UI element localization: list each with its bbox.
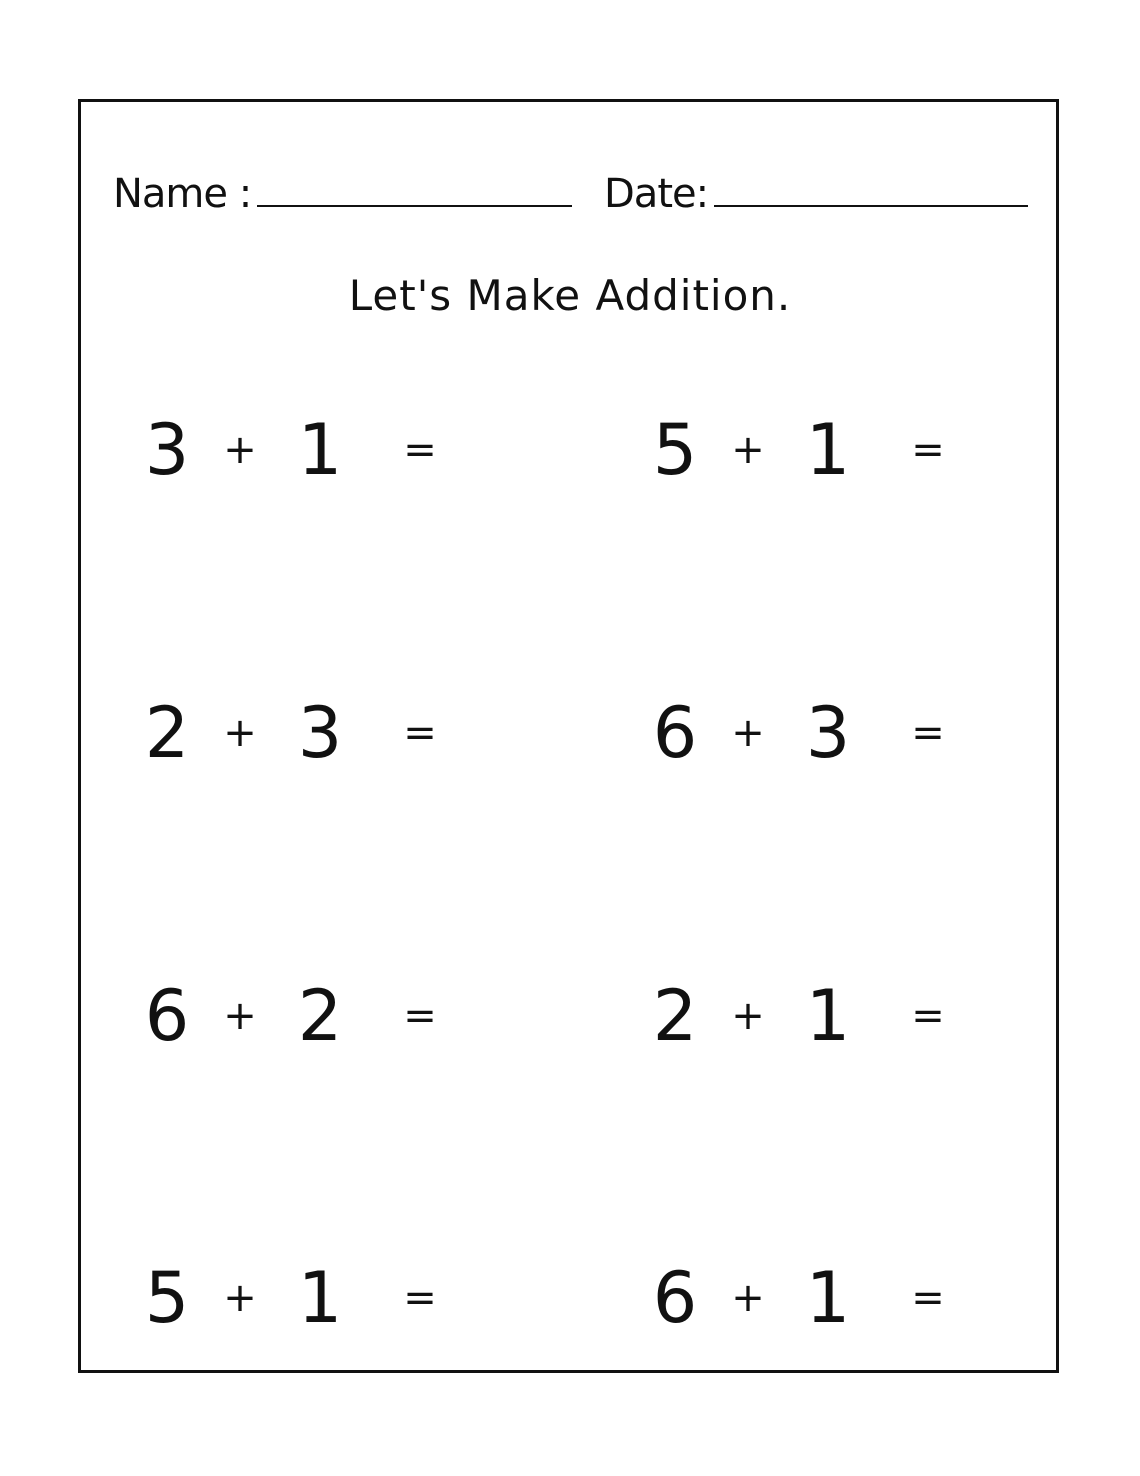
problem-1 bbox=[137, 405, 497, 495]
addend-b: 3 bbox=[805, 692, 851, 774]
equals-sign: = bbox=[403, 427, 437, 473]
equals-sign: = bbox=[403, 993, 437, 1039]
equals-sign: = bbox=[911, 993, 945, 1039]
addend-a: 6 bbox=[144, 975, 190, 1057]
addend-a: 6 bbox=[652, 1257, 698, 1339]
equals-sign: = bbox=[403, 1275, 437, 1321]
equals-sign: = bbox=[911, 1275, 945, 1321]
problem-4 bbox=[645, 688, 1005, 778]
date-label: Date: bbox=[604, 171, 709, 217]
addend-b: 1 bbox=[297, 409, 343, 491]
addend-a: 3 bbox=[144, 409, 190, 491]
worksheet-title: Let's Make Addition. bbox=[348, 271, 792, 320]
plus-sign: + bbox=[731, 993, 765, 1039]
name-blank-line[interactable] bbox=[257, 205, 572, 207]
date-field bbox=[604, 168, 1028, 218]
addend-a: 6 bbox=[652, 692, 698, 774]
plus-sign: + bbox=[731, 710, 765, 756]
plus-sign: + bbox=[223, 427, 257, 473]
date-blank-line[interactable] bbox=[714, 205, 1028, 207]
name-label: Name : bbox=[113, 171, 252, 217]
plus-sign: + bbox=[223, 710, 257, 756]
problem-8 bbox=[645, 1253, 1005, 1343]
plus-sign: + bbox=[731, 427, 765, 473]
problem-2 bbox=[645, 405, 1005, 495]
problem-5 bbox=[137, 971, 497, 1061]
problem-6 bbox=[645, 971, 1005, 1061]
problem-3 bbox=[137, 688, 497, 778]
plus-sign: + bbox=[223, 993, 257, 1039]
equals-sign: = bbox=[911, 427, 945, 473]
addend-a: 5 bbox=[652, 409, 698, 491]
addend-b: 1 bbox=[297, 1257, 343, 1339]
equals-sign: = bbox=[911, 710, 945, 756]
addend-a: 5 bbox=[144, 1257, 190, 1339]
addend-a: 2 bbox=[144, 692, 190, 774]
addend-b: 1 bbox=[805, 409, 851, 491]
addend-b: 2 bbox=[297, 975, 343, 1057]
plus-sign: + bbox=[731, 1275, 765, 1321]
addend-b: 3 bbox=[297, 692, 343, 774]
problem-7 bbox=[137, 1253, 497, 1343]
addend-a: 2 bbox=[652, 975, 698, 1057]
addend-b: 1 bbox=[805, 1257, 851, 1339]
equals-sign: = bbox=[403, 710, 437, 756]
name-field bbox=[113, 168, 572, 218]
addend-b: 1 bbox=[805, 975, 851, 1057]
plus-sign: + bbox=[223, 1275, 257, 1321]
